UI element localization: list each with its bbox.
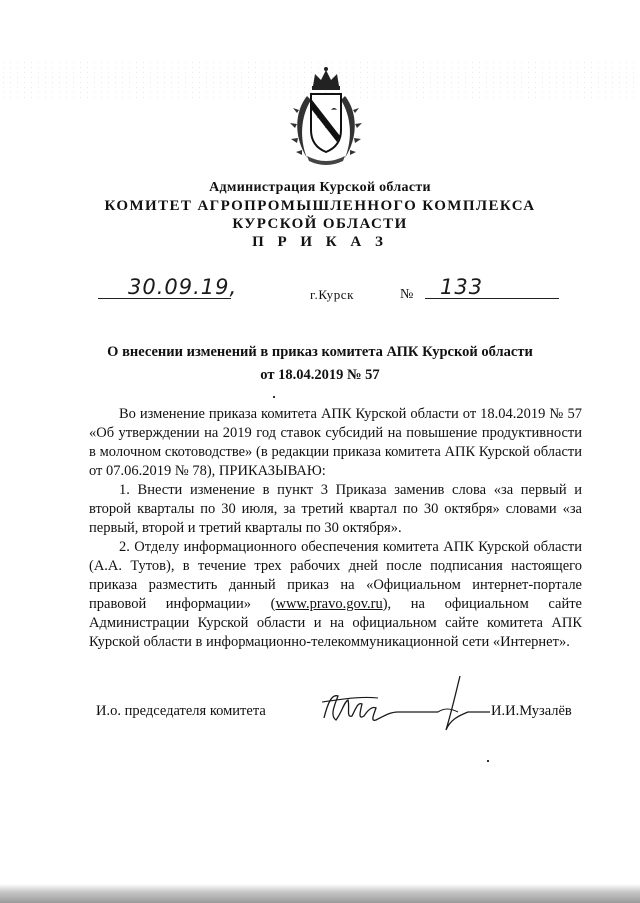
pravo-gov-link[interactable]: www.pravo.gov.ru [275, 596, 383, 612]
scan-speck [273, 396, 275, 398]
clause-2-text-start: 2. Отделу информационного обеспечения комитета АПК Курской области (А.А. Тутов), в течение трех рабочих дней после подписания настоящего приказа разместить данный приказ на «Официальном интернет-портале правовой информации» ( [89, 539, 582, 612]
clause-1-paragraph: 1. Внести изменение в пункт 3 Приказа заменив слова «за первый и второй кварталы по 30 июля, за третий квартал по 30 октября» словами «за первый, второй и третий кварталы по 30 октября». [89, 482, 582, 536]
clause-2-text-end: ), на официальном сайте Администрации Курской области и на официальном сайте комитета АПК Курской области в информационно-телекоммуникационной сети «Интернет». [89, 596, 582, 650]
scan-edge [0, 884, 640, 903]
administration-heading: Администрация Курской области [209, 180, 431, 195]
order-heading: П Р И К А З [252, 234, 388, 250]
scan-speck [487, 760, 489, 762]
signatory-position: И.о. председателя комитета [96, 703, 266, 719]
order-title-line1: О внесении изменений в приказ комитета АПК Курской области [107, 344, 533, 360]
city-label: г.Курск [310, 287, 355, 302]
clause-2-paragraph [89, 538, 582, 652]
number-handwritten: 133 [440, 275, 484, 299]
region-heading: КУРСКОЙ ОБЛАСТИ [232, 216, 408, 232]
signatory-name: И.И.Музалёв [491, 703, 572, 719]
preamble-paragraph: Во изменение приказа комитета АПК Курской области от 18.04.2019 № 57 «Об утверждении на 2019 год ставок субсидий на повышение продуктивности в молочном скотоводстве» (в редакции приказа комитета АПК Курской области от 07.06.2019 № 78), ПРИКАЗЫВАЮ: [89, 406, 582, 479]
date-handwritten: 30.09.19, [128, 275, 238, 299]
handwritten-signature [318, 672, 493, 734]
committee-heading: КОМИТЕТ АГРОПРОМЫШЛЕННОГО КОМПЛЕКСА [104, 198, 536, 214]
order-title-line2: от 18.04.2019 № 57 [260, 367, 380, 383]
coat-of-arms-emblem [285, 66, 367, 168]
number-label: № [400, 287, 414, 302]
order-body [89, 405, 582, 652]
